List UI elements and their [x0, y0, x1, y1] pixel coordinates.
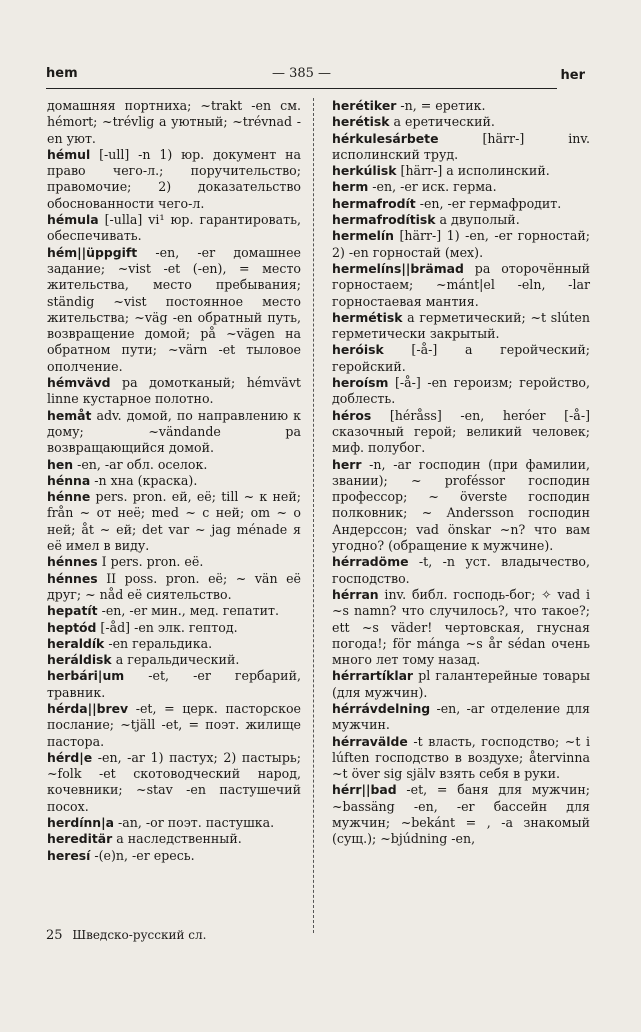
entry-definition: [-åd] -en элк. гептод. — [100, 619, 238, 635]
entry-headword: hémul — [47, 146, 91, 162]
entry-definition: -(e)n, -er ересь. — [94, 847, 195, 863]
dictionary-entry — [332, 212, 590, 228]
dictionary-entry — [47, 489, 301, 554]
dictionary-entry — [332, 408, 590, 457]
entry-headword: hénna — [47, 472, 91, 488]
entry-definition: [-å-] -en героизм; геройство, доблесть. — [332, 375, 590, 407]
entry-definition: -en, -er домашнее задание; ~vist -et (-en), = место жительства, место пребывания; ständig ~vist постоянное место жительства; ~väg -en обратный путь, возвращение домой; på ~vägen на обратном пути; ~värn -et тыловое ополчение. — [47, 244, 301, 374]
entry-headword: hermafrodít — [332, 195, 416, 211]
page-header — [46, 66, 585, 90]
entry-headword: herbári|um — [47, 668, 125, 684]
entry-headword: hémula — [47, 212, 99, 228]
dictionary-entry — [332, 342, 590, 375]
entry-headword: hermétisk — [332, 309, 403, 325]
entry-definition: -en, -er иск. герма. — [372, 179, 497, 195]
dictionary-entry — [332, 261, 590, 310]
entry-headword: hénne — [47, 489, 91, 505]
entry-headword: hermelíns||brämad — [332, 260, 464, 276]
entry-headword: héros — [332, 407, 372, 423]
entry-definition: -et, = баня для мужчин; ~bassäng -en, -er бассейн для мужчин; ~bekánt = , -a знакомый (сущ.); ~bjúdning -en, — [332, 782, 590, 847]
entry-definition: [härr-] inv. исполинский труд. — [332, 130, 590, 162]
entry-headword: hénnes — [47, 570, 98, 586]
entry-headword: herdínn|a — [47, 815, 114, 831]
entry-headword: hérradöme — [332, 554, 409, 570]
entry-headword: hemåt — [47, 407, 92, 423]
left-column — [47, 98, 301, 864]
entry-definition: a геральдический. — [115, 652, 240, 668]
right-guide-word: her — [560, 68, 585, 83]
entry-definition: [héråss] -en, heróer [-å-] сказочный герой; великий человек; миф. полубог. — [332, 407, 590, 456]
entry-headword: hermafrodítisk — [332, 212, 436, 228]
entry-definition: -en, -er гермафродит. — [419, 195, 562, 211]
entry-definition: домашняя портниха; ~trakt -en см. hémort; ~trévlig a уютный; ~trévnad -en уют. — [47, 98, 301, 146]
entry-headword: hereditär — [47, 831, 113, 847]
entry-headword: heroísm — [332, 375, 389, 391]
entry-definition: -n, = еретик. — [400, 98, 486, 113]
dictionary-entry — [47, 457, 301, 473]
entry-definition: [-ulla] vi¹ юр. гарантировать, обеспечивать. — [47, 212, 301, 244]
dictionary-entry — [332, 310, 590, 343]
dictionary-entry — [47, 603, 301, 619]
entry-definition: -n хна (краска). — [94, 472, 198, 488]
dictionary-entry — [47, 652, 301, 668]
entry-definition: [härr-] a исполинский. — [400, 163, 550, 179]
dictionary-entry — [47, 620, 301, 636]
entry-definition: -en, -er мин., мед. гепатит. — [101, 603, 280, 619]
page-footer — [46, 928, 206, 943]
entry-headword: hermelín — [332, 228, 394, 244]
entry-headword: hérravälde — [332, 733, 408, 749]
dictionary-entry — [332, 587, 590, 668]
header-rule — [46, 88, 557, 89]
entry-headword: heráldisk — [47, 652, 112, 668]
entry-definition: pa оторочённый горностаем; ~mánt|el -eln, -lar горностаевая мантия. — [332, 260, 590, 309]
dictionary-entry — [47, 571, 301, 604]
entry-definition: -en, -ar 1) пастух; 2) пастырь; ~folk -et скотоводческий народ, кочевники; ~stav -en пастушечий посох. — [47, 749, 301, 814]
entry-definition: -an, -or поэт. пастушка. — [118, 815, 275, 831]
dictionary-entry — [332, 163, 590, 179]
entry-headword: hérr||bad — [332, 782, 397, 798]
entry-headword: hérrávdelning — [332, 700, 431, 716]
entry-definition: II poss. pron. её; ~ vän её друг; ~ nåd её сиятельство. — [47, 570, 301, 602]
dictionary-entry — [47, 473, 301, 489]
entry-definition: -n, -ar господин (при фамилии, звании); ~ proféssor господин профессор; ~ överste господин полковник; ~ Andersson господин Андерссон; vad önskar ~n? что вам угодно? (обращение к мужчине). — [332, 456, 590, 554]
entry-headword: hérran — [332, 586, 379, 602]
entry-headword: hérd|e — [47, 749, 93, 765]
dictionary-entry — [47, 245, 301, 375]
dictionary-entry — [332, 782, 590, 847]
left-guide-word: hem — [46, 66, 78, 81]
dictionary-entry — [332, 701, 590, 734]
entry-definition: -en, -ar обл. оселок. — [77, 456, 208, 472]
entry-definition: pl галантерейные товары (для мужчин). — [332, 668, 590, 700]
dictionary-entry — [47, 815, 301, 831]
dictionary-entry — [332, 114, 590, 130]
entry-definition: a герметический; ~t slúten герметически закрытый. — [332, 309, 590, 342]
entry-headword: heróisk — [332, 342, 384, 358]
dictionary-entry — [332, 457, 590, 555]
right-column — [332, 98, 590, 848]
dictionary-entry — [332, 98, 590, 114]
entry-headword: herr — [332, 456, 362, 472]
entry-definition: a еретический. — [393, 114, 495, 130]
entry-definition: a наследственный. — [116, 831, 242, 847]
dictionary-entry — [332, 668, 590, 701]
entry-definition: -et, = церк. пасторское послание; ~tjäll -et, = поэт. жилище пастора. — [47, 700, 301, 749]
dictionary-entry — [47, 554, 301, 570]
entry-definition: -en геральдика. — [108, 635, 213, 651]
entry-definition: pers. pron. ей, её; till ~ к ней; från ~ от неё; med ~ с ней; om ~ о ней; åt ~ ей; det var ~ jag ménade я её имел в виду. — [47, 489, 301, 554]
entry-definition: adv. домой, по направлению к дому; ~vändande pa возвращающийся домой. — [47, 407, 301, 456]
signature-number: 25 — [46, 928, 63, 943]
entry-headword: hérda||brev — [47, 700, 129, 716]
entry-headword: herétiker — [332, 98, 397, 113]
dictionary-entry — [47, 147, 301, 212]
entry-definition: -en, -ar отделение для мужчин. — [332, 700, 590, 733]
dictionary-entry — [47, 212, 301, 245]
entry-definition: [härr-] 1) -en, -er горностай; 2) -en горностай (мех). — [332, 228, 590, 260]
dictionary-entry — [332, 196, 590, 212]
dictionary-entry — [332, 375, 590, 408]
dictionary-entry — [332, 228, 590, 261]
entry-definition: -et, -er гербарий, травник. — [47, 668, 301, 700]
dictionary-entry — [47, 98, 301, 147]
entry-headword: hémvävd — [47, 375, 111, 391]
entry-definition: -t, -n уст. владычество, господство. — [332, 554, 590, 586]
dictionary-entry — [332, 179, 590, 195]
entry-headword: heraldík — [47, 635, 105, 651]
dictionary-entry — [47, 831, 301, 847]
dictionary-entry — [47, 848, 301, 864]
entry-definition: -t власть, господство; ~t i lúften господство в воздухе; återvinna ~t över sig själv взять себя в руки. — [332, 733, 590, 782]
entry-headword: hém||üppgift — [47, 244, 138, 260]
entry-definition: [-ull] -n 1) юр. документ на право чего-л.; поручительство; правомочие; 2) доказательство обоснованности чего-л. — [47, 146, 301, 211]
dictionary-entry — [47, 636, 301, 652]
page-number: — 385 — — [271, 66, 332, 81]
entry-definition: a двуполый. — [439, 212, 520, 228]
dictionary-entry — [332, 554, 590, 587]
dictionary-entry — [47, 750, 301, 815]
dictionary-entry — [47, 668, 301, 701]
entry-definition: pa домотканый; hémvävt linne кустарное полотно. — [47, 375, 301, 407]
dictionary-entry — [47, 408, 301, 457]
entry-definition: I pers. pron. её. — [101, 554, 204, 570]
entry-headword: herm — [332, 179, 369, 195]
entry-headword: hérrartíklar — [332, 668, 414, 684]
entry-headword: heptód — [47, 619, 97, 635]
entry-definition: [-å-] a геройческий; геройский. — [332, 342, 590, 374]
entry-headword: hepatít — [47, 603, 98, 619]
dictionary-entry — [47, 701, 301, 750]
entry-headword: heresí — [47, 847, 91, 863]
entry-headword: hérkulesárbete — [332, 130, 439, 146]
column-divider — [313, 98, 314, 933]
signature-title: Шведско-русский сл. — [72, 928, 207, 942]
dictionary-entry — [332, 131, 590, 164]
entry-headword: hénnes — [47, 554, 98, 570]
entry-headword: herkúlisk — [332, 163, 397, 179]
entry-definition: inv. библ. господь-бог; ✧ vad i ~s namn? что случилось?, что такое?; ett ~s väder! чертовская, гнусная погода!; för mánga ~s år sédan очень много лет тому назад. — [332, 586, 590, 668]
entry-headword: hen — [47, 456, 74, 472]
dictionary-entry — [47, 375, 301, 408]
entry-headword: herétisk — [332, 114, 390, 130]
dictionary-entry — [332, 734, 590, 783]
